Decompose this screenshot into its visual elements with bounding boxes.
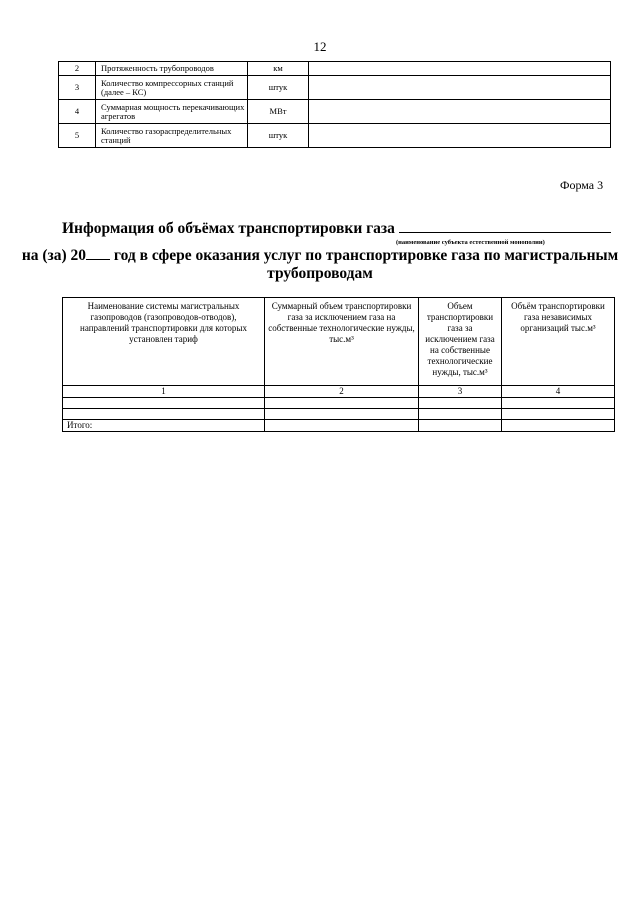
table-cell (502, 409, 615, 420)
column-header: Объём транспортировки газа независимых организаций тыс.м³ (502, 298, 615, 386)
table-cell (419, 409, 502, 420)
form-label: Форма 3 (560, 178, 604, 192)
row-name: Количество компрессорных станций (далее – КС) (96, 76, 248, 100)
column-number: 1 (63, 386, 265, 398)
column-number: 2 (265, 386, 419, 398)
row-name: Протяженность трубопроводов (96, 62, 248, 76)
year-prefix: на (за) 20 (21, 247, 87, 264)
table-cell (265, 398, 419, 409)
column-header: Суммарный объем транспортировки газа за исключением газа на собственные технологические нужды, тыс.м³ (265, 298, 419, 386)
table-cell (502, 398, 615, 409)
page-number: 12 (313, 39, 327, 54)
row-value (309, 124, 611, 148)
row-unit: штук (248, 76, 309, 100)
table-row (59, 76, 611, 100)
table-cell (63, 409, 265, 420)
row-name: Количество газораспределительных станций (96, 124, 248, 148)
row-number: 4 (59, 100, 96, 124)
total-label: Итого: (63, 420, 265, 432)
table-cell (265, 420, 419, 432)
column-number: 3 (419, 386, 502, 398)
form-title (62, 220, 611, 238)
column-header: Наименование системы магистральных газопроводов (газопроводов-отводов), направлений транспортировки для которых установлен тариф (63, 298, 265, 386)
column-header: Объем транспортировки газа за исключением газа на собственные технологические нужды, тыс.м³ (419, 298, 502, 386)
form-subtitle (0, 247, 640, 283)
table-row (59, 100, 611, 124)
row-value (309, 62, 611, 76)
indicators-table (58, 61, 611, 148)
table-header-row (63, 298, 615, 386)
total-row (63, 420, 615, 432)
form-title-text: Информация об объёмах транспортировки газа (62, 220, 395, 237)
row-unit: км (248, 62, 309, 76)
table-row (63, 409, 615, 420)
row-name: Суммарная мощность перекачивающих агрегатов (96, 100, 248, 124)
column-number: 4 (502, 386, 615, 398)
year-blank (86, 247, 110, 260)
row-number: 3 (59, 76, 96, 100)
transport-volume-table (62, 297, 615, 432)
table-cell (63, 398, 265, 409)
table-row (59, 124, 611, 148)
row-value (309, 76, 611, 100)
row-number: 5 (59, 124, 96, 148)
column-number-row (63, 386, 615, 398)
table-cell (265, 409, 419, 420)
table-row (63, 398, 615, 409)
entity-caption: (наименование субъекта естественной монополии) (396, 239, 545, 246)
row-number: 2 (59, 62, 96, 76)
entity-name-blank (399, 220, 611, 233)
table-cell (419, 420, 502, 432)
row-value (309, 100, 611, 124)
row-unit: МВт (248, 100, 309, 124)
row-unit: штук (248, 124, 309, 148)
form-subtitle-text: год в сфере оказания услуг по транспортировке газа по магистральным трубопроводам (113, 247, 619, 282)
table-cell (502, 420, 615, 432)
table-row (59, 62, 611, 76)
table-cell (419, 398, 502, 409)
